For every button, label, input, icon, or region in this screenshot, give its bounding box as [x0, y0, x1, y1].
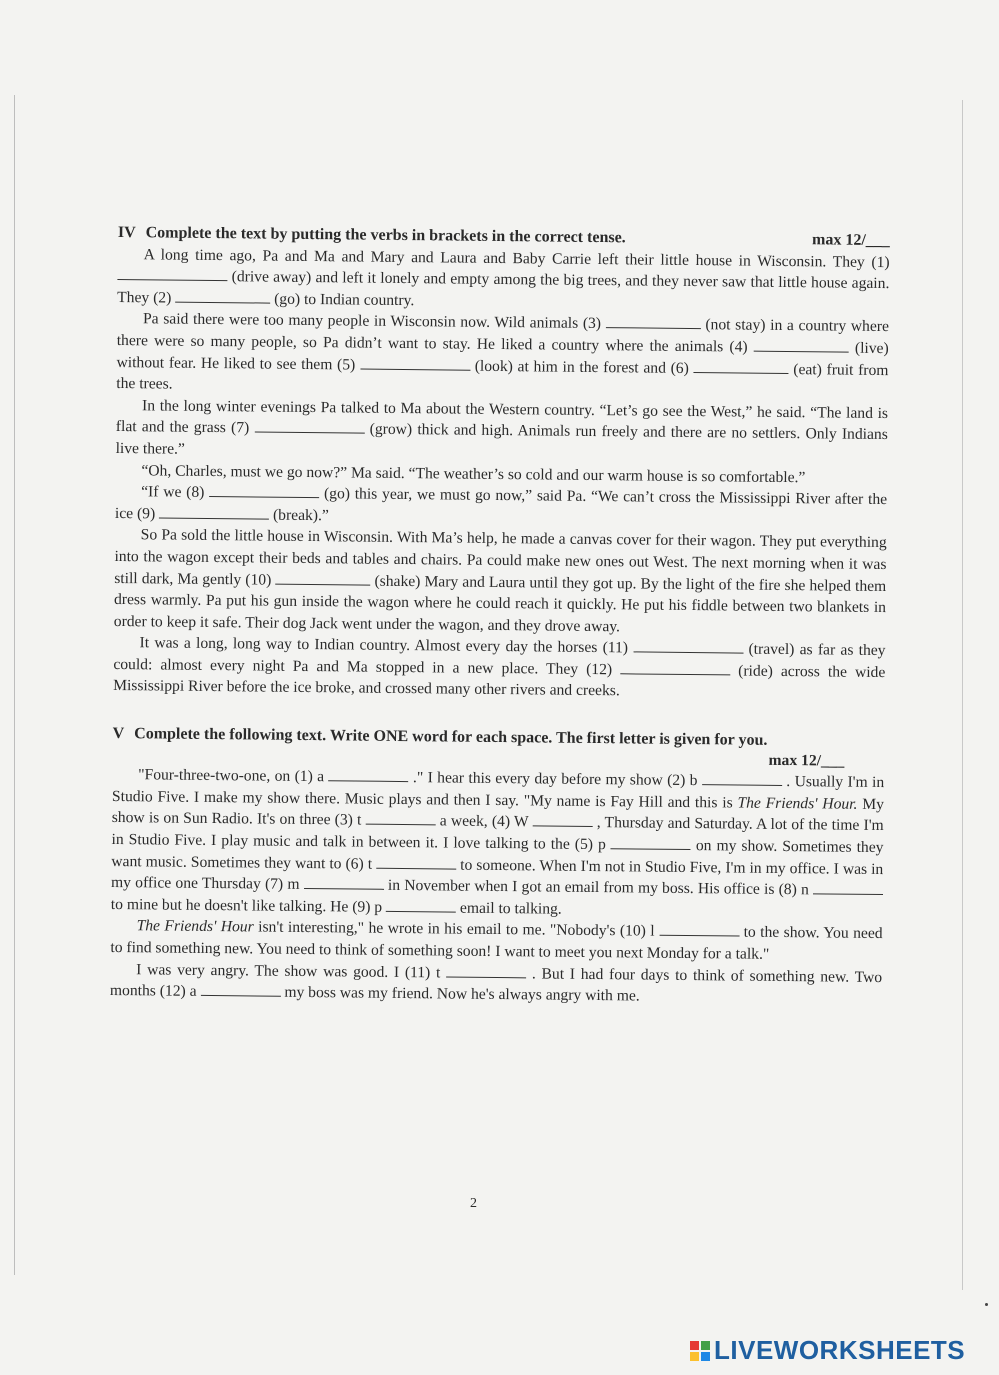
- corner-mark: [985, 1303, 988, 1306]
- section-5-number: V: [112, 725, 125, 743]
- logo-square-3: [690, 1352, 699, 1361]
- section-4-paragraph-2: Pa said there were too many people in Wisconsin now. Wild animals (3) (not stay) in a country where there were so many people, so Pa didn’t want to stay. He liked a country where the animals (4) (live) without fear. He liked to see them (5) (look) at him in the forest and (6) (eat) fruit from the trees.: [116, 310, 890, 393]
- section-4-instruction: Complete the text by putting the verbs in brackets in the correct tense.: [145, 224, 626, 247]
- blank-12[interactable]: [620, 660, 730, 675]
- blank-6[interactable]: [694, 359, 789, 374]
- blank-s5-9[interactable]: [386, 898, 456, 913]
- section-4-paragraph-5: “If we (8) (go) this year, we must go now,” said Pa. “We can’t cross the Mississippi River after the ice (9) (break).”: [114, 483, 888, 524]
- section-4-max-score: max 12/___: [811, 231, 890, 250]
- show-name: The Friends' Hour.: [737, 794, 858, 813]
- blank-10[interactable]: [275, 570, 370, 585]
- section-4-number: IV: [117, 223, 136, 242]
- blank-s5-4[interactable]: [533, 813, 593, 828]
- blank-4[interactable]: [754, 338, 849, 353]
- blank-2[interactable]: [175, 288, 270, 303]
- liveworksheets-logo-icon: [690, 1341, 710, 1361]
- blank-s5-6[interactable]: [376, 854, 456, 869]
- brand-name: LIVEWORKSHEETS: [714, 1335, 966, 1365]
- page-edge-right: [962, 100, 963, 1290]
- blank-s5-8[interactable]: [813, 881, 883, 896]
- logo-square-4: [701, 1352, 710, 1361]
- blank-s5-5[interactable]: [611, 835, 691, 850]
- worksheet-content: [110, 222, 890, 1010]
- blank-s5-11[interactable]: [446, 963, 526, 978]
- section-4-paragraph-7: It was a long, long way to Indian country. Almost every day the horses (11) (travel) as far as they could: almost every night Pa and Ma stopped in a new place. They (12) (ride) across the wide Mississippi River before the ice broke, and crossed many other rivers and creeks.: [113, 634, 886, 700]
- section-5-instruction: Complete the following text. Write ONE word for each space. The first letter is given for you.: [134, 725, 768, 749]
- section-4-paragraph-3: In the long winter evenings Pa talked to Ma about the Western country. “Let’s go see the West,” he said. “The land is flat and the grass (7) (grow) thick and high. Animals run freely and there are no settlers. Only Indians live there.”: [115, 397, 889, 458]
- blank-11[interactable]: [633, 639, 743, 654]
- blank-s5-10[interactable]: [659, 922, 739, 937]
- blank-9[interactable]: [159, 504, 269, 519]
- liveworksheets-brand[interactable]: [690, 1335, 965, 1366]
- blank-8[interactable]: [209, 483, 319, 498]
- blank-s5-12[interactable]: [200, 982, 280, 997]
- section-4-paragraph-1: A long time ago, Pa and Ma and Mary and Laura and Baby Carrie left their little house in Wisconsin. They (1) (drive away) and left it lonely and empty among the big trees, and they never saw that little house again. They (2) (go) to Indian country.: [117, 245, 890, 309]
- page-number: 2: [470, 1196, 477, 1211]
- section-5-max-score: max 12/___: [768, 751, 845, 770]
- logo-square-2: [701, 1341, 710, 1350]
- section-5-paragraph-2: The Friends' Hour isn't interesting," he wrote in his email to me. "Nobody's (10) l to the show. You need to find something new. You need to think of something soon! I want to meet you next Monday for a talk.": [110, 917, 883, 963]
- blank-3[interactable]: [606, 314, 701, 329]
- section-4-paragraph-6: So Pa sold the little house in Wisconsin. With Ma’s help, he made a canvas cover for their wagon. They put everything into the wagon except their beds and tables and chairs. Pa could make new ones out West. The next morning when it was still dark, Ma gently (10) (shake) Mary and Laura until they got up. By the light of the fire she helped them dress warmly. Pa put his gun inside the wagon where he could reach it quickly. He put his fiddle between two blankets in order to keep it safe. Their dog Jack went under the wagon, and they drove away.: [113, 526, 887, 635]
- page-edge-left: [14, 95, 15, 1275]
- blank-s5-3[interactable]: [366, 811, 436, 826]
- blank-s5-7[interactable]: [304, 875, 384, 890]
- section-4-paragraph-4: “Oh, Charles, must we go now?” Ma said. “The weather’s so cold and our warm house is so comfortable.”: [141, 461, 806, 486]
- blank-1[interactable]: [117, 266, 227, 281]
- blank-s5-2[interactable]: [702, 771, 782, 786]
- blank-s5-1[interactable]: [329, 767, 409, 782]
- section-5-paragraph-1: "Four-three-two-one, on (1) a ." I hear this every day before my show (2) b . Usually I'm in Studio Five. I make my show there. Music plays and then I say. "My name is Fay Hill and this is The Friends' Hour. My show is on Sun Radio. It's on three (3) t a week, (4) W , Thursday and Saturday. A lot of the time I'm in Studio Five. I play music and talk in between it. I love talking to the (5) p on my show. Sometimes they want music. Sometimes they want to (6) t to someone. When I'm not in Studio Five, I'm in my office. I was in my office one Thursday (7) m in November when I got an email from my boss. His office is (8) n to mine but he doesn't like talking. He (9) p email to talking.: [110, 766, 885, 918]
- logo-square-1: [690, 1341, 699, 1350]
- show-name-2: The Friends' Hour: [136, 917, 254, 936]
- blank-5[interactable]: [360, 355, 470, 370]
- blank-7[interactable]: [254, 419, 364, 434]
- section-5-paragraph-3: I was very angry. The show was good. I (11) t . But I had four days to think of something new. Two months (12) a my boss was my friend. Now he's always angry with me.: [109, 960, 883, 1005]
